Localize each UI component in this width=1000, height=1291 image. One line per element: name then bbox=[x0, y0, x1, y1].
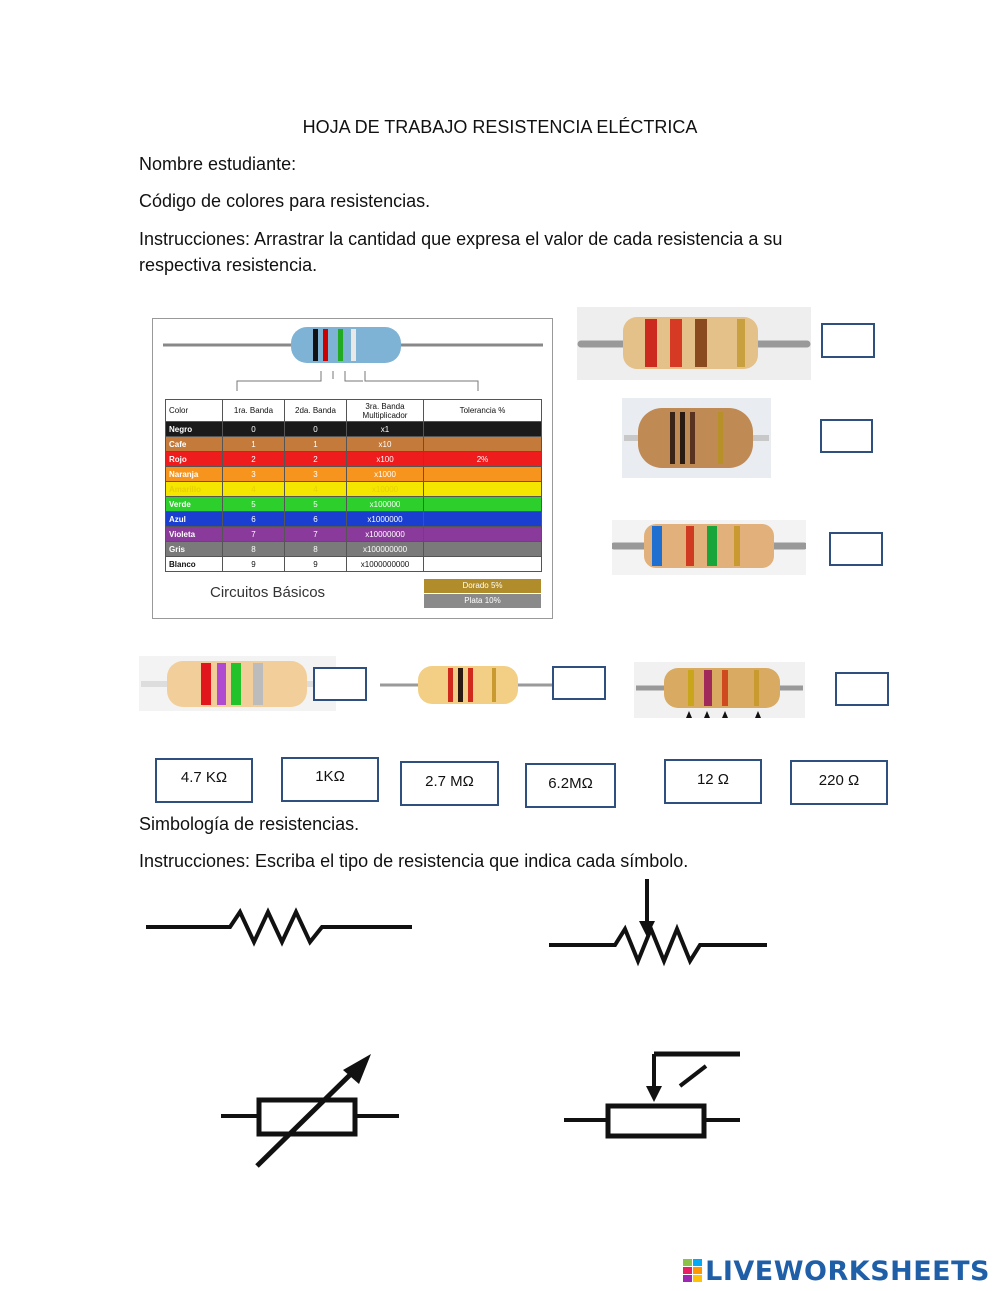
color-cell: 1 bbox=[223, 437, 285, 452]
student-name-label: Nombre estudiante: bbox=[139, 154, 297, 174]
color-cell: Blanco bbox=[166, 557, 223, 572]
col-header-band2: 2da. Banda bbox=[285, 400, 347, 422]
color-row-blanco bbox=[166, 557, 542, 572]
color-cell bbox=[424, 512, 542, 527]
color-cell: Negro bbox=[166, 422, 223, 437]
color-code-chart bbox=[152, 318, 553, 619]
gold-tolerance: Dorado 5% bbox=[424, 579, 541, 593]
color-row-cafe bbox=[166, 437, 542, 452]
answer-6-2-mohm[interactable]: 6.2MΩ bbox=[525, 763, 616, 808]
resistor-image-6 bbox=[634, 662, 805, 718]
drop-box-5[interactable] bbox=[552, 666, 606, 700]
color-cell: 4 bbox=[223, 482, 285, 497]
color-cell: x10000 bbox=[347, 482, 424, 497]
color-cell: 5 bbox=[285, 497, 347, 512]
drop-box-4[interactable] bbox=[313, 667, 367, 701]
answer-220-ohm[interactable]: 220 Ω bbox=[790, 760, 888, 805]
resistor-image-3 bbox=[612, 520, 806, 575]
color-cell: x1 bbox=[347, 422, 424, 437]
color-row-violeta bbox=[166, 527, 542, 542]
color-row-naranja bbox=[166, 467, 542, 482]
color-row-gris bbox=[166, 542, 542, 557]
color-cell: 5 bbox=[223, 497, 285, 512]
color-cell: x100 bbox=[347, 452, 424, 467]
color-cell: x100000 bbox=[347, 497, 424, 512]
color-row-amarillo bbox=[166, 482, 542, 497]
color-cell: 4 bbox=[285, 482, 347, 497]
page-title: HOJA DE TRABAJO RESISTENCIA ELÉCTRICA bbox=[302, 117, 698, 137]
fixed-resistor-symbol bbox=[140, 900, 420, 950]
color-row-azul bbox=[166, 512, 542, 527]
color-cell: Gris bbox=[166, 542, 223, 557]
silver-tolerance: Plata 10% bbox=[424, 594, 541, 608]
drop-box-6[interactable] bbox=[835, 672, 889, 706]
color-cell bbox=[424, 422, 542, 437]
drop-box-2[interactable] bbox=[820, 419, 873, 453]
drop-box-3[interactable] bbox=[829, 532, 883, 566]
color-cell: 2% bbox=[424, 452, 542, 467]
color-cell: Cafe bbox=[166, 437, 223, 452]
color-cell: 7 bbox=[285, 527, 347, 542]
color-cell: 6 bbox=[285, 512, 347, 527]
logo-icon bbox=[683, 1259, 703, 1283]
col-header-band1: 1ra. Banda bbox=[223, 400, 285, 422]
color-cell: 0 bbox=[223, 422, 285, 437]
color-cell: Violeta bbox=[166, 527, 223, 542]
answer-12-ohm[interactable]: 12 Ω bbox=[664, 759, 762, 804]
chart-caption: Circuitos Básicos bbox=[210, 584, 326, 601]
color-cell bbox=[424, 467, 542, 482]
section-color-code: Código de colores para resistencias. bbox=[139, 191, 431, 211]
liveworksheets-logo bbox=[683, 1256, 990, 1287]
color-cell: 9 bbox=[285, 557, 347, 572]
color-cell: x1000000000 bbox=[347, 557, 424, 572]
color-cell: 8 bbox=[223, 542, 285, 557]
color-cell: 2 bbox=[285, 452, 347, 467]
color-cell: x100000000 bbox=[347, 542, 424, 557]
rheostat-symbol bbox=[560, 1040, 750, 1160]
color-cell: x10 bbox=[347, 437, 424, 452]
color-cell: 1 bbox=[285, 437, 347, 452]
resistor-image-2 bbox=[622, 398, 771, 478]
color-cell: 3 bbox=[285, 467, 347, 482]
color-cell: x1000000 bbox=[347, 512, 424, 527]
color-cell: 8 bbox=[285, 542, 347, 557]
col-header-tolerance: Tolerancia % bbox=[424, 400, 542, 422]
color-cell: 9 bbox=[223, 557, 285, 572]
potentiometer-symbol bbox=[545, 875, 775, 970]
resistor-image-4 bbox=[139, 656, 336, 711]
color-cell: x1000 bbox=[347, 467, 424, 482]
color-cell bbox=[424, 542, 542, 557]
color-cell: Amarillo bbox=[166, 482, 223, 497]
color-cell: Naranja bbox=[166, 467, 223, 482]
color-cell: Verde bbox=[166, 497, 223, 512]
instructions-write: Instrucciones: Escriba el tipo de resistencia que indica cada símbolo. bbox=[139, 851, 689, 871]
color-cell: Rojo bbox=[166, 452, 223, 467]
color-cell bbox=[424, 437, 542, 452]
color-cell bbox=[424, 527, 542, 542]
color-cell: 3 bbox=[223, 467, 285, 482]
variable-resistor-symbol bbox=[215, 1048, 405, 1178]
answer-4-7-kohm[interactable]: 4.7 KΩ bbox=[155, 758, 253, 803]
color-cell: 0 bbox=[285, 422, 347, 437]
color-cell: 6 bbox=[223, 512, 285, 527]
color-row-negro bbox=[166, 422, 542, 437]
color-cell: 7 bbox=[223, 527, 285, 542]
color-cell: x10000000 bbox=[347, 527, 424, 542]
color-row-verde bbox=[166, 497, 542, 512]
color-row-rojo bbox=[166, 452, 542, 467]
color-code-table bbox=[165, 399, 542, 572]
col-header-color: Color bbox=[166, 400, 223, 422]
color-cell bbox=[424, 497, 542, 512]
chart-resistor-drawing bbox=[153, 319, 552, 399]
col-header-multiplier: 3ra. Banda Multiplicador bbox=[347, 400, 424, 422]
logo-text: LIVEWORKSHEETS bbox=[705, 1256, 990, 1287]
resistor-image-1 bbox=[577, 307, 811, 380]
resistor-image-5 bbox=[378, 660, 556, 710]
color-cell bbox=[424, 557, 542, 572]
answer-1-kohm[interactable]: 1KΩ bbox=[281, 757, 379, 802]
color-cell: Azul bbox=[166, 512, 223, 527]
instructions-drag: Instrucciones: Arrastrar la cantidad que expresa el valor de cada resistencia a su respectiva resistencia. bbox=[139, 229, 783, 275]
drop-box-1[interactable] bbox=[821, 323, 875, 358]
section-symbology: Simbología de resistencias. bbox=[139, 814, 360, 834]
color-cell: 2 bbox=[223, 452, 285, 467]
answer-2-7-mohm[interactable]: 2.7 MΩ bbox=[400, 761, 499, 806]
color-cell bbox=[424, 482, 542, 497]
